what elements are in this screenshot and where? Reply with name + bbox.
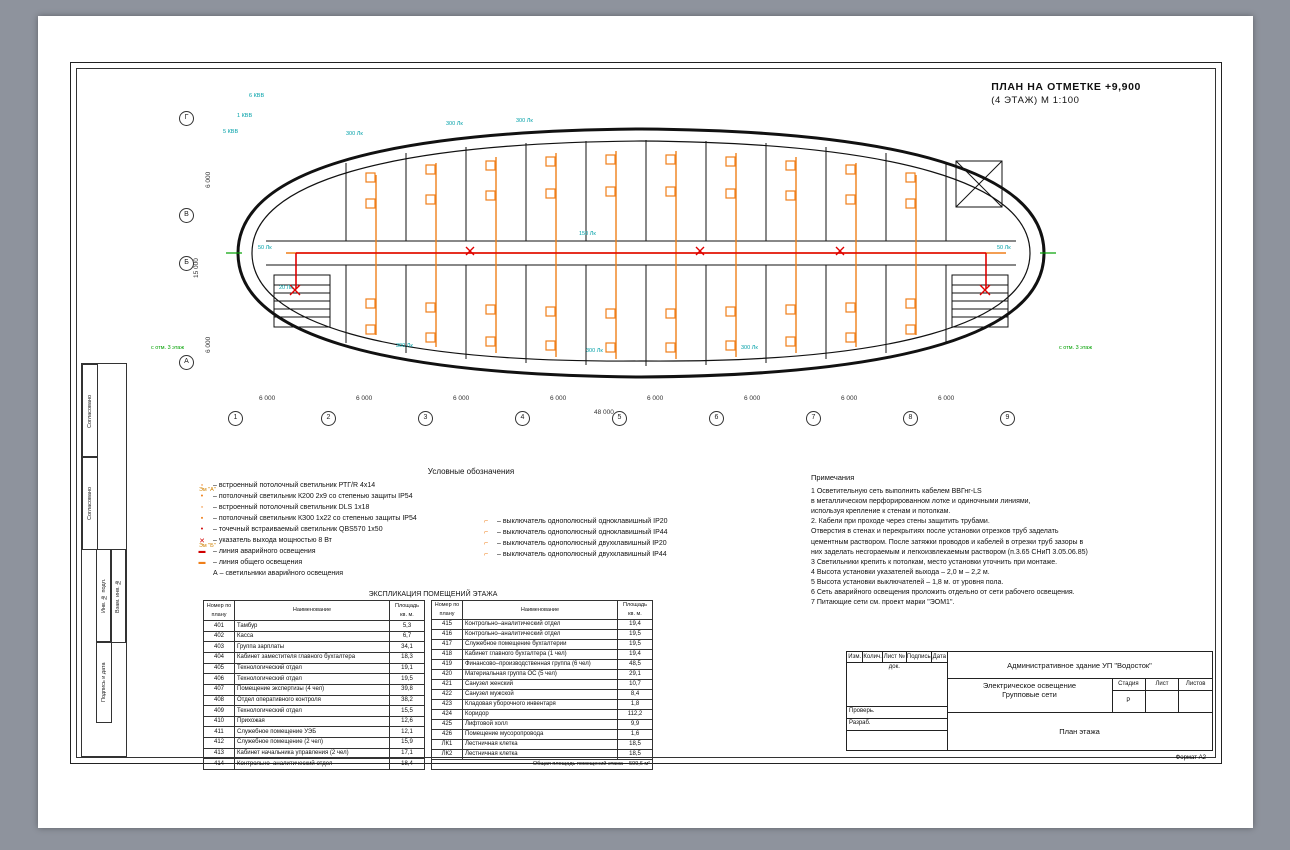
- room-area: 19,4: [618, 620, 653, 630]
- room-number: 416: [432, 630, 463, 640]
- axis-marker-b: Б: [179, 256, 194, 271]
- left-margin-column: [81, 363, 125, 755]
- line-orange-icon: ▬: [198, 559, 206, 566]
- room-area: 1,6: [618, 730, 653, 740]
- revision-grid: [847, 652, 948, 750]
- room-name: Группа зарплаты: [235, 642, 390, 653]
- dim-bottom-5: 6 000: [647, 395, 664, 402]
- room-area: 8,4: [618, 690, 653, 700]
- table-row: [204, 759, 425, 770]
- sheet-value: [1145, 690, 1179, 712]
- axis-marker-4: 4: [515, 411, 530, 426]
- title-block-role-razrab: Разраб.: [849, 720, 871, 726]
- lux-label: 20 Лк: [279, 285, 293, 291]
- room-area: 112,2: [618, 710, 653, 720]
- room-number: 403: [204, 642, 235, 653]
- dim-left-total: 15 000: [193, 258, 200, 278]
- dim-bottom-3: 6 000: [453, 395, 470, 402]
- dim-left-2: 6 000: [205, 336, 212, 353]
- notes-block: [811, 473, 1141, 609]
- legend-item-label: – встроенный потолочный светильник РТГ/R 4x14: [213, 482, 376, 489]
- table-row: [204, 684, 425, 695]
- square-filled-icon: ▪: [200, 515, 204, 522]
- exit-cross-icon: ✕: [199, 537, 205, 545]
- legend-item: [191, 502, 467, 513]
- dim-bottom-8: 6 000: [938, 395, 955, 402]
- room-name: Коридор: [463, 710, 618, 720]
- note-line: 4 Высота установки указателей выхода – 2,0 м – 2,2 м.: [811, 569, 990, 576]
- explication-title: ЭКСПЛИКАЦИЯ ПОМЕЩЕНИЙ ЭТАЖА: [368, 591, 498, 598]
- room-name: Технологический отдел: [235, 663, 390, 674]
- floor-plan-area: [131, 73, 1151, 463]
- col-header-name: Наименование: [235, 601, 390, 621]
- stage-value: Р: [1126, 698, 1131, 704]
- room-name: Финансово–производственная группа (6 чел): [463, 660, 618, 670]
- room-area: 15,5: [390, 706, 425, 717]
- room-name: Помещение экспертизы (4 чел): [235, 684, 390, 695]
- room-name: Санузел женский: [463, 680, 618, 690]
- axis-marker-1: 1: [228, 411, 243, 426]
- legend-item-label: – выключатель однополюсный одноклавишный IP44: [497, 529, 668, 536]
- cable-label: 6 КВВ: [249, 93, 265, 99]
- table-row: [204, 738, 425, 749]
- notes-title: Примечания: [811, 473, 855, 482]
- room-area: 12,1: [390, 727, 425, 738]
- room-area: 34,1: [390, 642, 425, 653]
- lux-label: 50 Лк: [997, 245, 1011, 251]
- table-row: [432, 620, 653, 630]
- sheets-value: [1178, 690, 1212, 712]
- paper-sheet: [38, 16, 1253, 828]
- table-row: [204, 706, 425, 717]
- legend-item-label: – линия общего освещения: [213, 559, 303, 566]
- room-area: 19,5: [390, 674, 425, 685]
- room-number: 424: [432, 710, 463, 720]
- legend-item-label: – выключатель однополюсный двухклавишный IP44: [497, 551, 667, 558]
- table-row: [432, 640, 653, 650]
- cable-label: 1 КВВ: [237, 113, 253, 119]
- margin-cell-soglasovano-2: Согласовано: [82, 456, 98, 550]
- col-header-area: Площадь кв. м.: [390, 601, 425, 621]
- drawing-subtitle-2: Групповые сети: [1002, 690, 1057, 699]
- rev-header-izm: Изм.: [848, 654, 862, 660]
- col-header-number: Номер по плану: [204, 601, 235, 621]
- room-number: 425: [432, 720, 463, 730]
- legend-item-label: – выключатель однополюсный одноклавишный IP20: [497, 518, 668, 525]
- lux-label: 300 Лк: [346, 131, 363, 137]
- table-header-row: [432, 601, 653, 620]
- room-number: 404: [204, 653, 235, 664]
- room-number: 411: [204, 727, 235, 738]
- dim-bottom-6: 6 000: [744, 395, 761, 402]
- legend-title: Условные обозначения: [427, 467, 515, 476]
- room-name: Лестничная клетка: [463, 750, 618, 760]
- legend-item: [191, 513, 467, 524]
- room-area: 19,5: [618, 640, 653, 650]
- table-row: [432, 730, 653, 740]
- lux-label: 300 Лк: [741, 345, 758, 351]
- room-name: Кабинет заместителя главного бухгалтера: [235, 653, 390, 664]
- sheet-name: План этажа: [1059, 726, 1100, 736]
- room-number: 418: [432, 650, 463, 660]
- room-name: Лифтовой холл: [463, 720, 618, 730]
- room-area: 18,3: [390, 653, 425, 664]
- legend-item-label: – указатель выхода мощностью 8 Вт: [213, 537, 332, 544]
- axis-marker-2: 2: [321, 411, 336, 426]
- room-name: Материальная группа ОС (5 чел): [463, 670, 618, 680]
- room-number: 410: [204, 716, 235, 727]
- room-name: Санузел мужской: [463, 690, 618, 700]
- axis-marker-9: 9: [1000, 411, 1015, 426]
- room-name: Отдел оперативного контроля: [235, 695, 390, 706]
- legend: [191, 467, 751, 579]
- legend-item: [475, 549, 751, 560]
- table-row: [432, 710, 653, 720]
- square-outline-icon: ▫: [200, 482, 204, 489]
- axis-marker-8: 8: [903, 411, 918, 426]
- sheets-header: Листов: [1178, 678, 1212, 690]
- table-header-row: [204, 601, 425, 621]
- cable-label: 5 КВВ: [223, 129, 239, 135]
- room-number: 409: [204, 706, 235, 717]
- table-row: [432, 660, 653, 670]
- legend-item: [191, 546, 467, 557]
- room-number: 415: [432, 620, 463, 630]
- dim-total: 48 000: [594, 409, 614, 416]
- room-area: 18,4: [390, 759, 425, 770]
- room-area: 9,9: [618, 720, 653, 730]
- dim-left-1: 6 000: [205, 171, 212, 188]
- room-number: 421: [432, 680, 463, 690]
- table-row: [204, 716, 425, 727]
- hatch-sample-1: Эм "А": [199, 487, 216, 493]
- room-area: 5,3: [390, 621, 425, 632]
- table-row: [432, 650, 653, 660]
- room-name: Помещение мусоропровода: [463, 730, 618, 740]
- room-number: 402: [204, 631, 235, 642]
- room-name: Контрольно–аналитический отдел: [463, 620, 618, 630]
- legend-item: [191, 568, 467, 579]
- room-area: 48,5: [618, 660, 653, 670]
- room-area: 10,7: [618, 680, 653, 690]
- room-name: Технологический отдел: [235, 706, 390, 717]
- note-line: 5 Высота установки выключателей – 1,8 м. от уровня пола.: [811, 579, 1004, 587]
- margin-cell-podpis: Подпись и дата: [96, 641, 112, 723]
- room-number: 426: [432, 730, 463, 740]
- col-header-name: Наименование: [463, 601, 618, 620]
- axis-marker-7: 7: [806, 411, 821, 426]
- table-row: [204, 642, 425, 653]
- table-row: [204, 653, 425, 664]
- room-number: 412: [204, 738, 235, 749]
- room-name: Прихожая: [235, 716, 390, 727]
- explication-table-left: [203, 600, 425, 770]
- note-line: 6 Сеть аварийного освещения проложить отдельно от сети рабочего освещения.: [811, 589, 1075, 597]
- legend-item-label: – точечный встраиваемый светильник QBS570 1x50: [213, 526, 383, 533]
- dim-bottom-4: 6 000: [550, 395, 567, 402]
- switch-single-pole-ip44-icon: ⌐: [483, 529, 489, 536]
- table-row: [432, 670, 653, 680]
- lux-label: 300 Лк: [446, 121, 463, 127]
- room-number: 407: [204, 684, 235, 695]
- total-area-label: Общая площадь помещений этажа – 599,6 м²: [432, 760, 653, 770]
- table-row: [432, 700, 653, 710]
- axis-marker-g: Г: [179, 111, 194, 126]
- format-label: Формат А2: [1175, 755, 1206, 761]
- sheet-header: Лист: [1145, 678, 1179, 690]
- legend-item: [475, 516, 751, 527]
- note-line: 2. Кабели при проходе через стены защитить трубами.: [811, 518, 990, 526]
- axis-marker-a: А: [179, 355, 194, 370]
- title-block: [846, 651, 1213, 761]
- room-number: ЛК1: [432, 740, 463, 750]
- dot-icon: •: [200, 493, 204, 500]
- dim-bottom-1: 6 000: [259, 395, 276, 402]
- legend-item: [191, 480, 467, 491]
- room-name: Касса: [235, 631, 390, 642]
- room-number: 405: [204, 663, 235, 674]
- room-name: Тамбур: [235, 621, 390, 632]
- table-row: [204, 727, 425, 738]
- title-block-role-prover: Проверь.: [849, 708, 875, 714]
- table-row: [204, 674, 425, 685]
- room-number: 423: [432, 700, 463, 710]
- note-line: в металлическом перфорированном лотке и одиночными линиями,: [811, 498, 1031, 506]
- note-line: используя крепление к стенам и потолкам.: [811, 508, 951, 516]
- room-area: 18,5: [618, 750, 653, 760]
- margin-cell-inv: Инв. № подл.: [96, 549, 112, 643]
- table-row: [432, 740, 653, 750]
- legend-item: [475, 538, 751, 549]
- note-line: них заделать несгораемым и легкоизвлекаемым раствором (п.3.65 СНиП 3.05.06.85): [811, 548, 1088, 556]
- switch-two-gang-icon: ⌐: [483, 540, 489, 547]
- plan-subtitle-text: (4 ЭТАЖ) М 1:100: [991, 95, 1080, 106]
- table-row: [432, 720, 653, 730]
- room-number: 401: [204, 621, 235, 632]
- legend-item: [475, 527, 751, 538]
- title-block-main: [947, 652, 1212, 750]
- legend-column-right: [475, 480, 751, 579]
- room-number: 417: [432, 640, 463, 650]
- axis-marker-3: 3: [418, 411, 433, 426]
- room-name: Кладовая уборочного инвентаря: [463, 700, 618, 710]
- lux-label: 150 Лк: [579, 231, 596, 237]
- drawing-subtitle-1: Электрическое освещение: [982, 681, 1077, 690]
- lux-label: 300 Лк: [586, 348, 603, 354]
- room-area: 29,1: [618, 670, 653, 680]
- line-red-icon: ▬: [198, 548, 206, 555]
- legend-item-label: – потолочный светильник К200 2x9 со степенью защиты IP54: [213, 493, 413, 500]
- object-name: Административное здание УП "Водосток": [1007, 660, 1152, 670]
- table-row: [432, 690, 653, 700]
- room-number: 419: [432, 660, 463, 670]
- room-number: 422: [432, 690, 463, 700]
- room-number: 406: [204, 674, 235, 685]
- legend-item: [191, 524, 467, 535]
- table-total-row: [432, 760, 653, 770]
- axis-marker-v: В: [179, 208, 194, 223]
- room-name: Технологический отдел: [235, 674, 390, 685]
- room-area: 17,1: [390, 748, 425, 759]
- margin-cell-vzam: Взам. инв. №: [110, 549, 126, 643]
- table-row: [204, 631, 425, 642]
- table-row: [432, 750, 653, 760]
- room-area: 6,7: [390, 631, 425, 642]
- rev-header-list: Лист № док.: [883, 654, 905, 670]
- room-area: 19,5: [618, 630, 653, 640]
- room-name: Служебное помещение УЭБ: [235, 727, 390, 738]
- room-number: 414: [204, 759, 235, 770]
- note-line: 3 Светильники крепить к потолкам, место установки уточнить при монтаже.: [811, 558, 1058, 566]
- rev-header-kol: Колич.: [863, 654, 882, 660]
- room-area: 19,4: [618, 650, 653, 660]
- lux-label: 300 Лк: [516, 118, 533, 124]
- table-row: [204, 663, 425, 674]
- table-row: [432, 630, 653, 640]
- room-area: 18,5: [618, 740, 653, 750]
- dim-bottom-2: 6 000: [356, 395, 373, 402]
- legend-item: [191, 557, 467, 568]
- lux-label: 300 Лк: [396, 343, 413, 349]
- square-outline-icon: ▫: [200, 504, 204, 511]
- margin-cell-soglasovano-1: Согласовано: [82, 364, 98, 458]
- room-area: 12,6: [390, 716, 425, 727]
- dim-bottom-7: 6 000: [841, 395, 858, 402]
- building-outline: [226, 103, 1056, 393]
- room-area: 1,8: [618, 700, 653, 710]
- feeder-label: с отм. 3 этаж: [151, 345, 185, 351]
- col-header-area: Площадь кв. м.: [618, 601, 653, 620]
- axis-marker-5: 5: [612, 411, 627, 426]
- legend-item-label: – встроенный потолочный светильник DLS 1x18: [213, 504, 370, 511]
- switch-single-pole-icon: ⌐: [483, 518, 489, 525]
- rev-header-podpis: Подпись: [906, 654, 931, 660]
- legend-item: [191, 491, 467, 502]
- room-area: 15,9: [390, 738, 425, 749]
- plan-title-text: ПЛАН НА ОТМЕТКЕ +9,900: [991, 81, 1141, 93]
- table-row: [204, 621, 425, 632]
- room-name: Служебное помещение (2 чел): [235, 738, 390, 749]
- room-number: ЛК2: [432, 750, 463, 760]
- drawing-frame: [70, 62, 1222, 767]
- table-row: [204, 748, 425, 759]
- axis-marker-6: 6: [709, 411, 724, 426]
- room-area: 38,2: [390, 695, 425, 706]
- legend-item-label: А – светильники аварийного освещения: [213, 570, 343, 577]
- legend-column-left: [191, 480, 467, 579]
- dot-icon: •: [200, 526, 204, 533]
- room-name: Контрольно–аналитический отдел: [463, 630, 618, 640]
- legend-item: [191, 535, 467, 546]
- room-name: Кабинет главного бухгалтера (1 чел): [463, 650, 618, 660]
- room-number: 420: [432, 670, 463, 680]
- table-row: [432, 680, 653, 690]
- room-number: 413: [204, 748, 235, 759]
- table-row: [204, 695, 425, 706]
- explication-block: [203, 591, 663, 770]
- explication-table-right: [431, 600, 653, 770]
- room-name: Контрольно–аналитический отдел: [235, 759, 390, 770]
- room-area: 39,8: [390, 684, 425, 695]
- rev-header-data: Дата: [931, 652, 947, 662]
- lux-label: 50 Лк: [258, 245, 272, 251]
- legend-item-label: – выключатель однополюсный двухклавишный IP20: [497, 540, 667, 547]
- room-number: 408: [204, 695, 235, 706]
- legend-item-label: – линия аварийного освещения: [213, 548, 316, 555]
- note-line: 7 Питающие сети см. проект марки "ЭОМ1".: [811, 599, 955, 607]
- switch-two-gang-ip44-icon: ⌐: [483, 551, 489, 558]
- room-name: Служебное помещение бухгалтерии: [463, 640, 618, 650]
- note-line: Отверстия в стенах и перекрытиях после установки отрезков труб заделать: [811, 528, 1059, 536]
- legend-item-label: – потолочный светильник КЗ00 1x22 со степенью защиты IP54: [213, 515, 417, 522]
- note-line: цементным раствором. После затяжки проводов и кабелей в отрезки труб зазоры в: [811, 538, 1084, 546]
- room-name: Кабинет начальника управления (2 чел): [235, 748, 390, 759]
- stage-header: Стадия: [1118, 681, 1139, 687]
- feeder-label: с отм. 3 этаж: [1059, 345, 1093, 351]
- col-header-number: Номер по плану: [432, 601, 463, 620]
- room-area: 19,1: [390, 663, 425, 674]
- room-name: Лестничная клетка: [463, 740, 618, 750]
- hatch-sample-2: Эм "Б": [199, 543, 216, 549]
- note-line: 1 Осветительную сеть выполнить кабелем ВВГнг-LS: [811, 487, 982, 495]
